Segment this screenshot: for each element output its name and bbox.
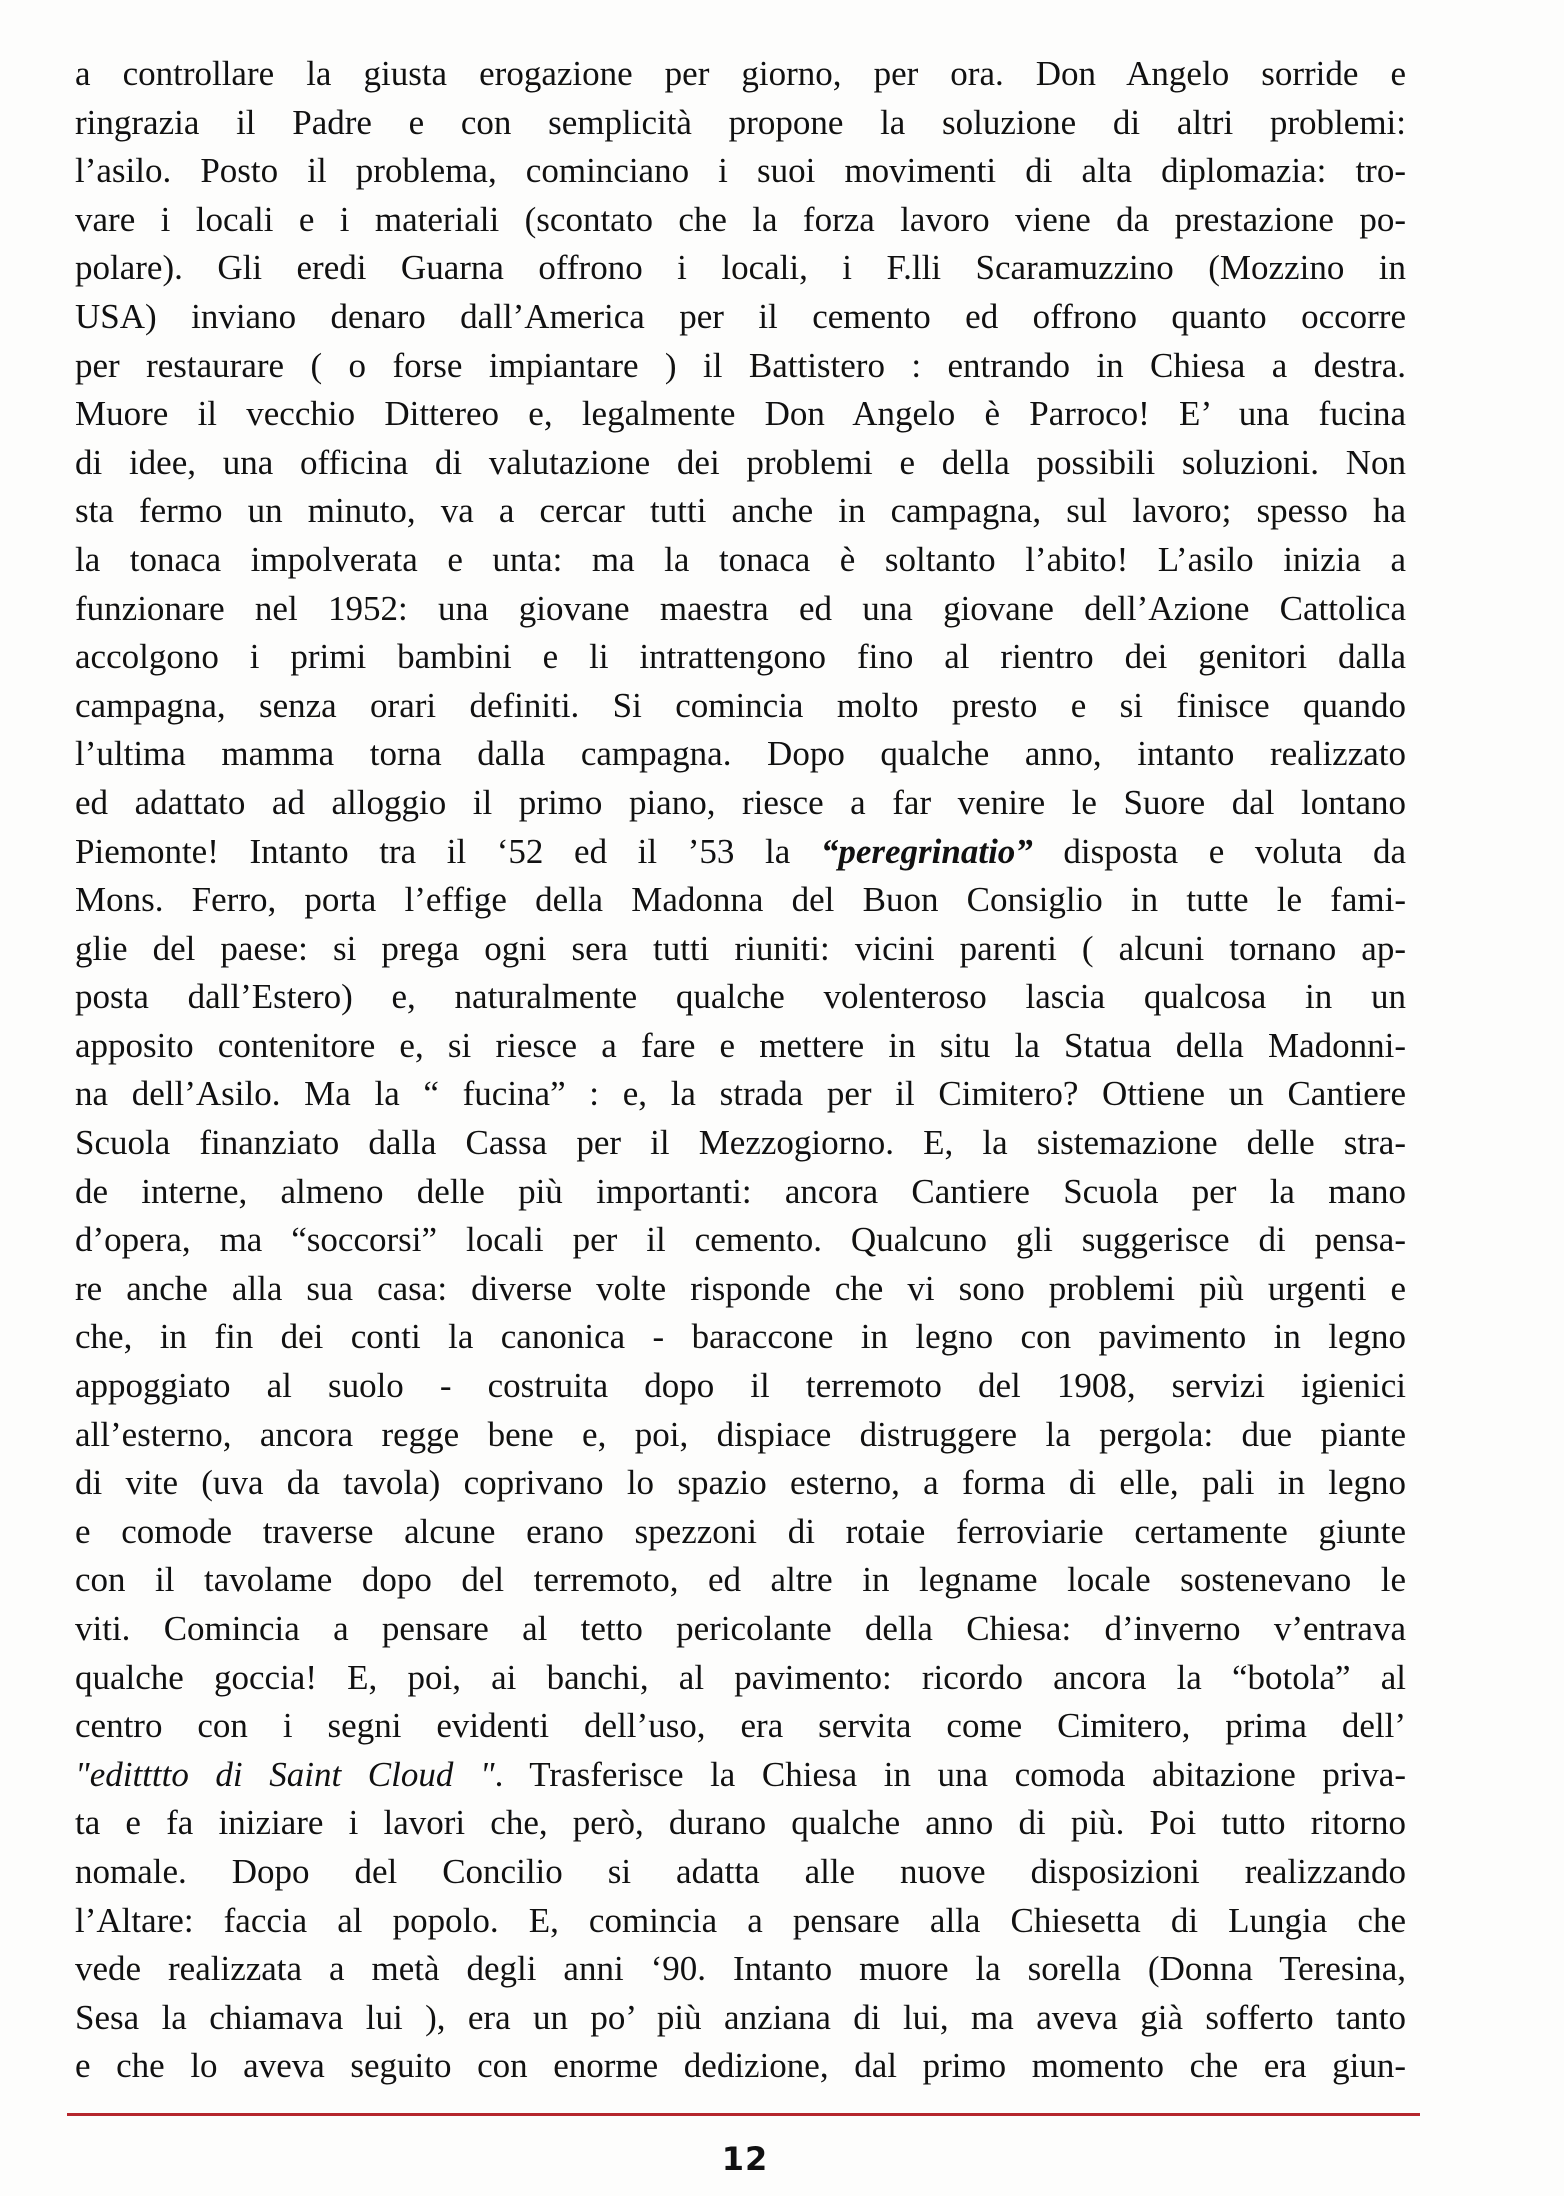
text-line: Mons. Ferro, porta l’effige della Madonna del Buon Consiglio in tutte le fami-	[75, 880, 1406, 920]
text-line: polare). Gli eredi Guarna offrono i locali, i F.lli Scaramuzzino (Mozzino in	[75, 248, 1406, 288]
text-line: Muore il vecchio Dittereo e, legalmente Don Angelo è Parroco! E’ una fucina	[75, 394, 1406, 434]
line-segment: Piemonte! Intanto tra il ‘52 ed il ’53 la	[75, 831, 821, 871]
text-line: ta e fa iniziare i lavori che, però, durano qualche anno di più. Poi tutto ritorno	[75, 1803, 1406, 1843]
text-line: la tonaca impolverata e unta: ma la tonaca è soltanto l’abito! L’asilo inizia a	[75, 539, 1406, 579]
text-line: d’opera, ma “soccorsi” locali per il cemento. Qualcuno gli suggerisce di pensa-	[75, 1220, 1406, 1260]
text-line: posta dall’Estero) e, naturalmente qualche volenteroso lascia qualcosa in un	[75, 977, 1406, 1017]
text-line: funzionare nel 1952: una giovane maestra ed una giovane dell’Azione Cattolica	[75, 588, 1406, 628]
line-segment: . Trasferisce la Chiesa in una comoda abitazione priva-	[494, 1754, 1406, 1794]
text-line: ed adattato ad alloggio il primo piano, riesce a far venire le Suore dal lontano	[75, 782, 1406, 822]
text-line: Sesa la chiamava lui ), era un po’ più anziana di lui, ma aveva già sofferto tanto	[75, 1997, 1406, 2037]
text-line: e che lo aveva seguito con enorme dedizione, dal primo momento che era giun-	[75, 2046, 1406, 2086]
text-line: USA) inviano denaro dall’America per il cemento ed offrono quanto occorre	[75, 296, 1406, 336]
text-line: e comode traverse alcune erano spezzoni di rotaie ferroviarie certamente giunte	[75, 1511, 1406, 1551]
text-line: de interne, almeno delle più importanti: ancora Cantiere Scuola per la mano	[75, 1171, 1406, 1211]
text-line: viti. Comincia a pensare al tetto pericolante della Chiesa: d’inverno v’entrava	[75, 1609, 1406, 1648]
text-line: l’Altare: faccia al popolo. E, comincia a pensare alla Chiesetta di Lungia che	[75, 1900, 1406, 1940]
text-line: l’ultima mamma torna dalla campagna. Dopo qualche anno, intanto realizzato	[75, 734, 1406, 774]
text-line: per restaurare ( o forse impiantare ) il Battistero : entrando in Chiesa a destra.	[75, 345, 1406, 385]
text-line: appoggiato al suolo - costruita dopo il terremoto del 1908, servizi igienici	[75, 1366, 1406, 1406]
text-line: vede realizzata a metà degli anni ‘90. Intanto muore la sorella (Donna Teresina,	[75, 1949, 1406, 1989]
text-line: glie del paese: si prega ogni sera tutti riuniti: vicini parenti ( alcuni tornano ap-	[75, 928, 1406, 968]
text-line: campagna, senza orari definiti. Si comincia molto presto e si finisce quando	[75, 685, 1406, 725]
text-line: re anche alla sua casa: diverse volte risponde che vi sono problemi più urgenti e	[75, 1268, 1406, 1308]
text-line: sta fermo un minuto, va a cercar tutti anche in campagna, sul lavoro; spesso ha	[75, 491, 1406, 531]
emphasis-peregrinatio: “peregrinatio”	[820, 831, 1033, 871]
text-line: nomale. Dopo del Concilio si adatta alle nuove disposizioni realizzando	[75, 1851, 1406, 1891]
text-line: che, in fin dei conti la canonica - baraccone in legno con pavimento in legno	[75, 1317, 1406, 1357]
body-text	[75, 50, 1406, 2091]
text-line: all’esterno, ancora regge bene e, poi, dispiace distruggere la pergola: due piante	[75, 1414, 1406, 1454]
emphasis-edict: "editttto di Saint Cloud "	[75, 1754, 495, 1794]
text-line: vare i locali e i materiali (scontato che la forza lavoro viene da prestazione po-	[75, 199, 1406, 239]
line-segment: disposta e voluta da	[1032, 831, 1407, 871]
text-line: di vite (uva da tavola) coprivano lo spazio esterno, a forma di elle, pali in legno	[75, 1463, 1406, 1503]
page-number: 12	[721, 2140, 769, 2178]
text-line: Scuola finanziato dalla Cassa per il Mezzogiorno. E, la sistemazione delle stra-	[75, 1123, 1406, 1163]
text-line: a controllare la giusta erogazione per giorno, per ora. Don Angelo sorride e	[75, 54, 1406, 93]
text-line: ringrazia il Padre e con semplicità propone la soluzione di altri problemi:	[75, 102, 1406, 142]
text-line: na dell’Asilo. Ma la “ fucina” : e, la strada per il Cimitero? Ottiene un Cantiere	[75, 1074, 1406, 1114]
text-line: accolgono i primi bambini e li intrattengono fino al rientro dei genitori dalla	[75, 637, 1406, 677]
text-line: apposito contenitore e, si riesce a fare e mettere in situ la Statua della Madonni-	[75, 1025, 1406, 1065]
text-line-peregrinatio	[75, 828, 1406, 877]
footer-rule	[67, 2113, 1420, 2116]
text-line: centro con i segni evidenti dell’uso, era servita come Cimitero, prima dell’	[75, 1706, 1406, 1746]
text-line: di idee, una officina di valutazione dei problemi e della possibili soluzioni. Non	[75, 442, 1406, 482]
text-line: qualche goccia! E, poi, ai banchi, al pavimento: ricordo ancora la “botola” al	[75, 1657, 1406, 1697]
text-line: l’asilo. Posto il problema, cominciano i suoi movimenti di alta diplomazia: tro-	[75, 151, 1406, 191]
text-line-edict	[75, 1751, 1406, 1800]
text-line: con il tavolame dopo del terremoto, ed altre in legname locale sostenevano le	[75, 1560, 1406, 1600]
